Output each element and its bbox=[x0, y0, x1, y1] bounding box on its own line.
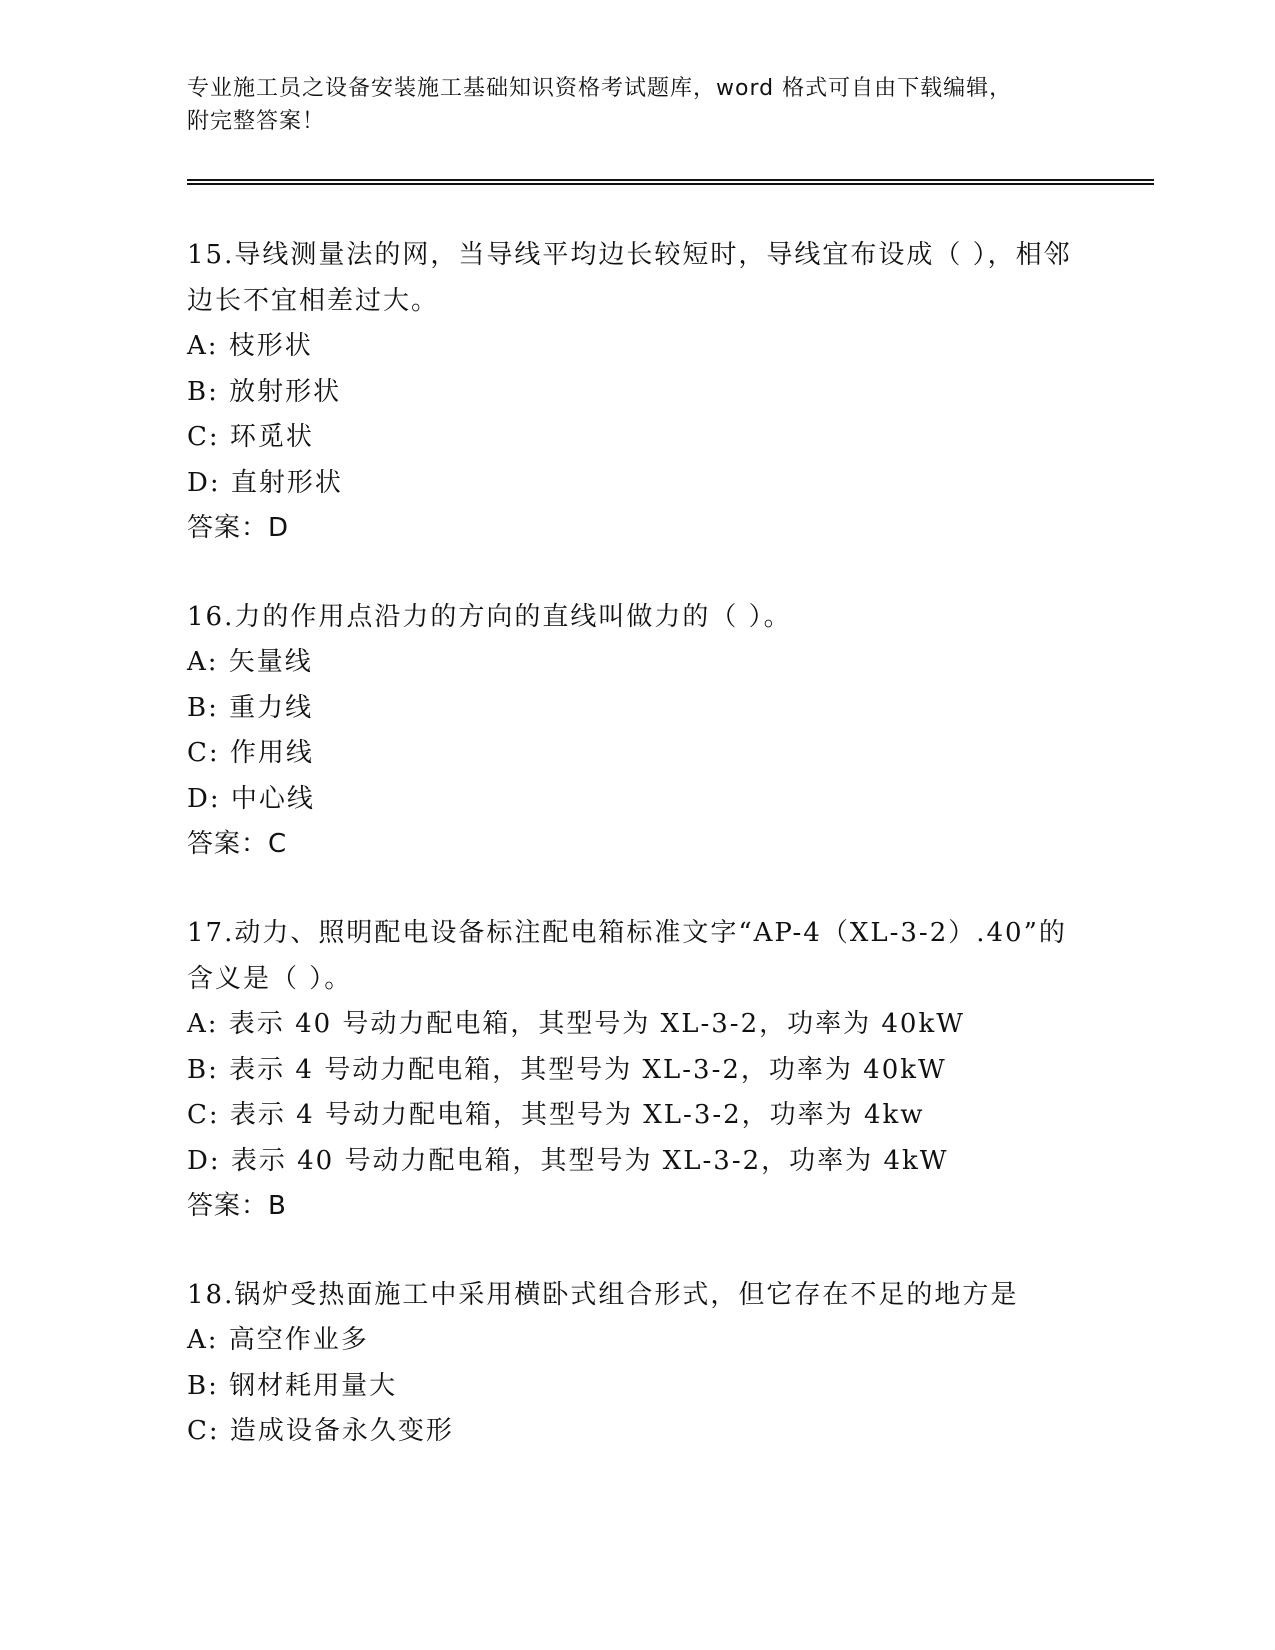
option-b: B: 钢材耗用量大 bbox=[187, 1370, 398, 1401]
answer-line: 答案：D bbox=[187, 513, 290, 543]
option-c: C: 作用线 bbox=[187, 738, 314, 768]
question-stem: 18.锅炉受热面施工中采用横卧式组合形式，但它存在不足的地方是 bbox=[187, 1280, 1019, 1310]
header-divider-bottom bbox=[187, 183, 1154, 185]
header-line-1: 专业施工员之设备安装施工基础知识资格考试题库，word 格式可自由下载编辑， bbox=[187, 76, 1013, 101]
answer-line: 答案：B bbox=[187, 1191, 287, 1221]
question-16 bbox=[187, 594, 1087, 867]
option-d: D: 表示 40 号动力配电箱，其型号为 XL-3-2，功率为 4kW bbox=[187, 1145, 949, 1176]
question-18 bbox=[187, 1272, 1087, 1455]
option-c: C: 环觅状 bbox=[187, 422, 314, 452]
question-stem: 17.动力、照明配电设备标注配电箱标准文字“AP-4（XL-3-2）.40”的含义是（ ）。 bbox=[187, 918, 1067, 994]
document-header bbox=[187, 72, 1087, 138]
option-d: D: 中心线 bbox=[187, 783, 315, 814]
option-c: C: 表示 4 号动力配电箱，其型号为 XL-3-2，功率为 4kw bbox=[187, 1100, 925, 1130]
question-stem: 16.力的作用点沿力的方向的直线叫做力的（ ）。 bbox=[187, 602, 792, 632]
question-list bbox=[187, 232, 1087, 1498]
option-a: A: 高空作业多 bbox=[187, 1325, 369, 1355]
header-divider-top bbox=[187, 179, 1154, 181]
option-c: C: 造成设备永久变形 bbox=[187, 1416, 454, 1446]
question-17 bbox=[187, 910, 1087, 1229]
header-line-2: 附完整答案！ bbox=[187, 109, 326, 134]
option-b: B: 表示 4 号动力配电箱，其型号为 XL-3-2，功率为 40kW bbox=[187, 1054, 947, 1085]
option-d: D: 直射形状 bbox=[187, 467, 343, 498]
option-a: A: 枝形状 bbox=[187, 331, 313, 361]
option-b: B: 重力线 bbox=[187, 692, 314, 723]
answer-line: 答案：C bbox=[187, 829, 288, 859]
option-b: B: 放射形状 bbox=[187, 376, 342, 407]
option-a: A: 矢量线 bbox=[187, 647, 313, 677]
question-15 bbox=[187, 232, 1087, 551]
option-a: A: 表示 40 号动力配电箱，其型号为 XL-3-2，功率为 40kW bbox=[187, 1009, 965, 1039]
question-stem: 15.导线测量法的网，当导线平均边长较短时，导线宜布设成（ ），相邻边长不宜相差过大。 bbox=[187, 240, 1072, 316]
